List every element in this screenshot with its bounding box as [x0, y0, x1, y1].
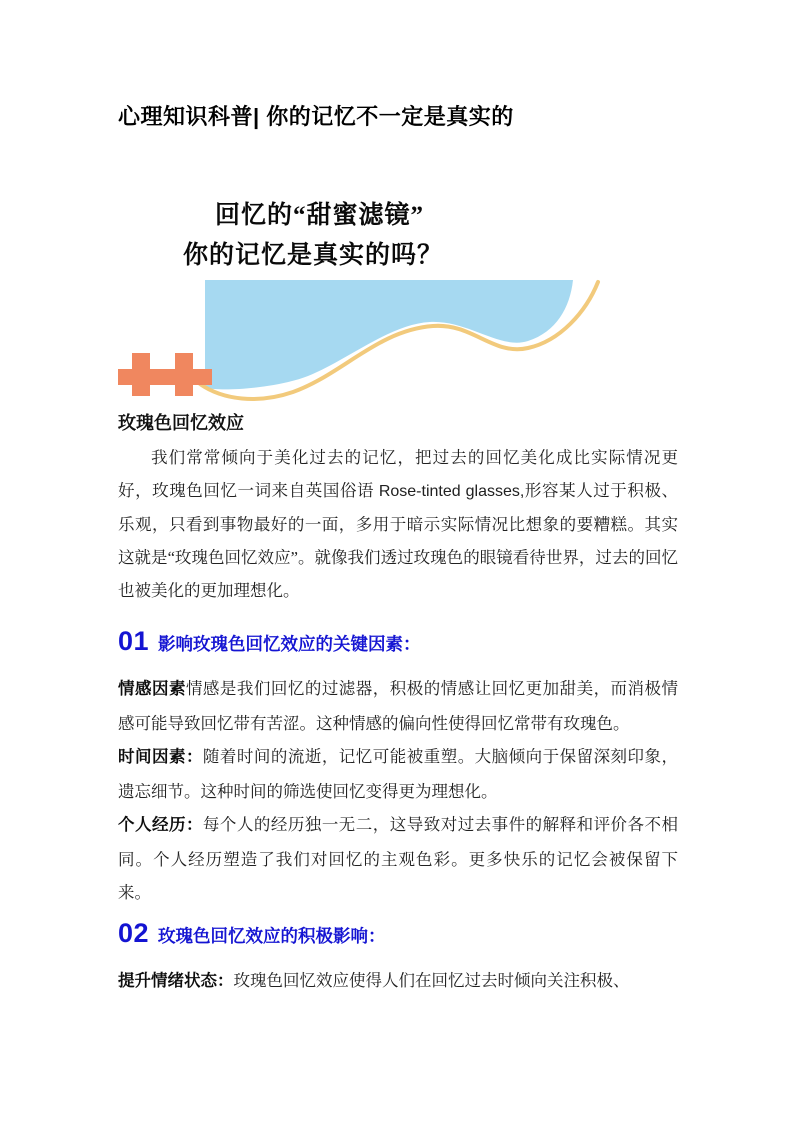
factor-label-time: 时间因素：: [118, 748, 203, 766]
document-title: 心理知识科普| 你的记忆不一定是真实的: [118, 104, 514, 129]
factor-item-experience: [118, 808, 678, 910]
section-1-title: 影响玫瑰色回忆效应的关键因素：: [158, 634, 421, 654]
factor-text-time: 随着时间的流逝，记忆可能被重塑。大脑倾向于保留深刻印象，遗忘细节。这种时间的筛选使回忆变得更为理想化。: [118, 747, 678, 801]
benefit-text-mood: 玫瑰色回忆效应使得人们在回忆过去时倾向关注积极、: [233, 971, 630, 990]
intro-text-cjk-1: 我们常常倾向于美化过去的记忆，把过去的回忆美化成比实际情况更好，玫瑰色回忆一词来自英国俗语: [118, 448, 678, 500]
section-1-heading: [118, 626, 421, 657]
section-2-body: [118, 964, 678, 998]
factor-text-experience: 每个人的经历独一无二，这导致对过去事件的解释和评价各不相同。个人经历塑造了我们对回忆的主观色彩。更多快乐的记忆会被保留下来。: [118, 815, 678, 902]
factor-item-emotion: [118, 672, 678, 740]
blue-wave-shape: [205, 280, 573, 389]
factor-label-experience: 个人经历：: [118, 816, 203, 834]
decorative-wave-graphic: [108, 268, 613, 408]
section-2-title: 玫瑰色回忆效应的积极影响：: [158, 926, 386, 946]
factor-text-emotion: 情感是我们回忆的过滤器，积极的情感让回忆更加甜美，而消极情感可能导致回忆带有苦涩。这种情感的偏向性使得回忆常带有玫瑰色。: [118, 679, 678, 733]
section-2-number: 02: [118, 918, 150, 948]
factor-item-time: [118, 740, 678, 808]
factor-label-emotion: 情感因素: [118, 680, 186, 698]
benefit-item-mood: [118, 964, 678, 998]
intro-heading: 玫瑰色回忆效应: [118, 413, 244, 433]
benefit-label-mood: 提升情绪状态：: [118, 972, 234, 990]
intro-text-cjk-2: 形容某人过于积极、乐观，只看到事物最好的一面，多用于暗示实际情况比想象的要糟糕。其实这就是“玫瑰色回忆效应”。就像我们透过玫瑰色的眼镜看待世界，过去的回忆也被美化的更加理想化。: [118, 481, 679, 600]
article-banner-title: [183, 196, 443, 276]
section-1-number: 01: [118, 626, 150, 656]
cross-horizontal-bar: [118, 369, 212, 385]
intro-paragraph: [118, 441, 678, 607]
section-2-heading: [118, 918, 386, 949]
section-1-body: [118, 672, 678, 910]
double-cross-icon: [118, 353, 212, 396]
banner-line-2: 你的记忆是真实的吗？: [183, 242, 444, 269]
banner-line-1: 回忆的“甜蜜滤镜”: [215, 202, 425, 229]
intro-text-english: Rose-tinted glasses,: [378, 483, 525, 500]
